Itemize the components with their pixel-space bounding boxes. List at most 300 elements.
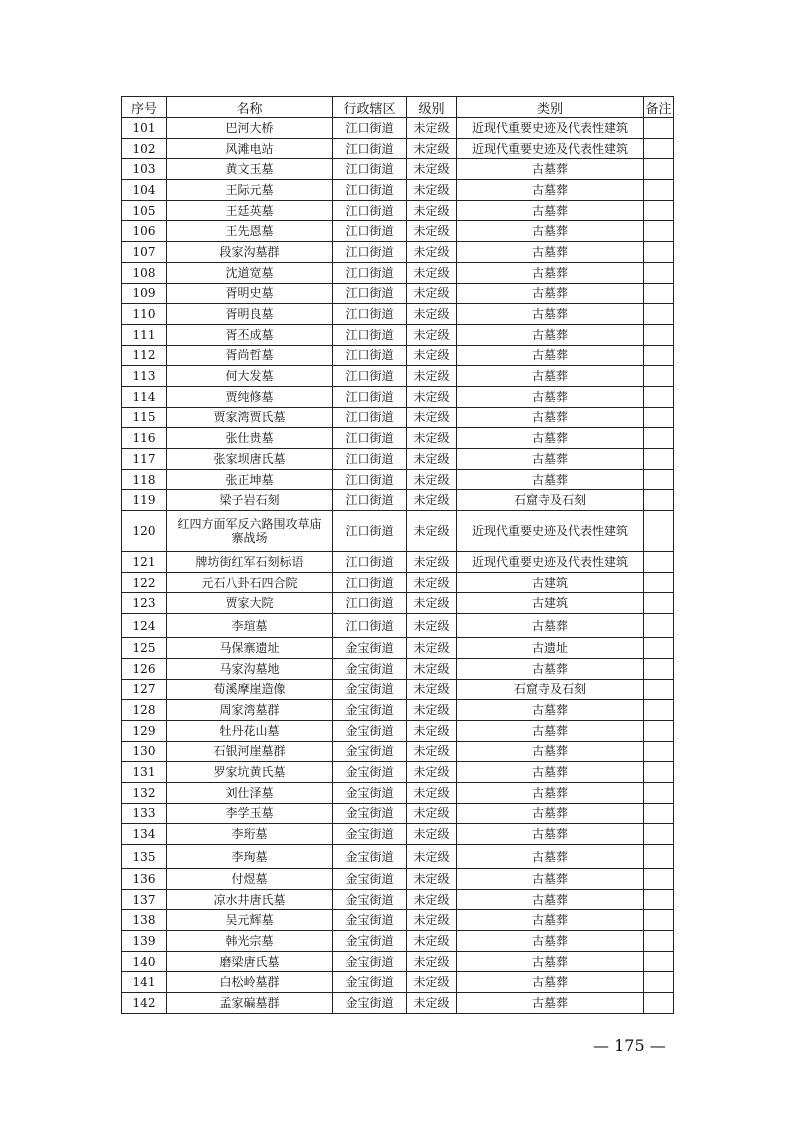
cell-district: 金宝街道 (333, 638, 407, 659)
cell-remarks (644, 638, 674, 659)
page-number: — 175 — (593, 1036, 666, 1055)
table-row (122, 159, 674, 180)
cell-remarks (644, 824, 674, 845)
cell-district: 江口街道 (333, 200, 407, 221)
table-row (122, 200, 674, 221)
cell-index: 133 (122, 803, 167, 824)
cell-remarks (644, 572, 674, 593)
cell-remarks (644, 993, 674, 1014)
cell-remarks (644, 658, 674, 679)
cell-level: 未定级 (407, 824, 457, 845)
cell-district: 江口街道 (333, 242, 407, 263)
header-index: 序号 (122, 97, 167, 118)
cell-level: 未定级 (407, 428, 457, 449)
cell-level: 未定级 (407, 118, 457, 139)
cell-district: 金宝街道 (333, 803, 407, 824)
cell-category: 古墓葬 (457, 428, 644, 449)
cell-index: 132 (122, 782, 167, 803)
table-row (122, 180, 674, 201)
cell-remarks (644, 262, 674, 283)
cell-index: 121 (122, 552, 167, 573)
cell-level: 未定级 (407, 283, 457, 304)
table-row (122, 593, 674, 614)
table-header-row (122, 97, 674, 118)
cell-level: 未定级 (407, 366, 457, 387)
cell-name: 刘仕泽墓 (167, 782, 333, 803)
cell-name: 石银河崖墓群 (167, 741, 333, 762)
cell-name: 付煜墓 (167, 869, 333, 890)
cell-index: 119 (122, 490, 167, 511)
cell-index: 106 (122, 221, 167, 242)
cell-category: 古墓葬 (457, 720, 644, 741)
cell-index: 113 (122, 366, 167, 387)
cell-district: 金宝街道 (333, 741, 407, 762)
cell-category: 古墓葬 (457, 845, 644, 869)
cell-remarks (644, 118, 674, 139)
cell-name: 李珩墓 (167, 824, 333, 845)
cell-level: 未定级 (407, 324, 457, 345)
table-row (122, 845, 674, 869)
cell-district: 金宝街道 (333, 762, 407, 783)
table-row (122, 283, 674, 304)
cell-index: 101 (122, 118, 167, 139)
cell-name: 罗家坑黄氏墓 (167, 762, 333, 783)
cell-district: 金宝街道 (333, 824, 407, 845)
cell-level: 未定级 (407, 700, 457, 721)
cell-level: 未定级 (407, 845, 457, 869)
cell-level: 未定级 (407, 180, 457, 201)
cell-index: 137 (122, 889, 167, 910)
header-category: 类别 (457, 97, 644, 118)
header-remarks: 备注 (644, 97, 674, 118)
table-row (122, 658, 674, 679)
cell-name: 红四方面军反六路围攻草庙寨战场 (167, 511, 333, 552)
cell-category: 古墓葬 (457, 386, 644, 407)
cell-remarks (644, 200, 674, 221)
cell-index: 122 (122, 572, 167, 593)
table-row (122, 951, 674, 972)
cell-remarks (644, 511, 674, 552)
cell-district: 金宝街道 (333, 993, 407, 1014)
cell-category: 近现代重要史迹及代表性建筑 (457, 138, 644, 159)
cell-category: 古墓葬 (457, 658, 644, 679)
cell-category: 古墓葬 (457, 869, 644, 890)
header-level: 级别 (407, 97, 457, 118)
cell-category: 古墓葬 (457, 200, 644, 221)
cell-name: 孟家碥墓群 (167, 993, 333, 1014)
table-row (122, 552, 674, 573)
cell-level: 未定级 (407, 782, 457, 803)
cell-name: 牡丹花山墓 (167, 720, 333, 741)
cell-index: 126 (122, 658, 167, 679)
table-row (122, 993, 674, 1014)
cell-category: 古墓葬 (457, 283, 644, 304)
table-row (122, 931, 674, 952)
cell-index: 117 (122, 449, 167, 470)
cell-category: 古墓葬 (457, 262, 644, 283)
cell-district: 江口街道 (333, 304, 407, 325)
cell-name: 李瑄墓 (167, 614, 333, 638)
table-row (122, 221, 674, 242)
cell-name: 贾家大院 (167, 593, 333, 614)
cell-district: 江口街道 (333, 262, 407, 283)
cell-index: 128 (122, 700, 167, 721)
cell-category: 古墓葬 (457, 951, 644, 972)
cell-remarks (644, 242, 674, 263)
cell-category: 古墓葬 (457, 741, 644, 762)
cell-name: 王廷英墓 (167, 200, 333, 221)
cell-district: 江口街道 (333, 449, 407, 470)
cell-category: 古墓葬 (457, 159, 644, 180)
cell-index: 136 (122, 869, 167, 890)
cell-name: 白松岭墓群 (167, 972, 333, 993)
cell-name: 黄文玉墓 (167, 159, 333, 180)
cell-district: 金宝街道 (333, 869, 407, 890)
cell-district: 江口街道 (333, 386, 407, 407)
cell-index: 114 (122, 386, 167, 407)
cell-level: 未定级 (407, 931, 457, 952)
cell-district: 江口街道 (333, 324, 407, 345)
cell-name: 胥尚哲墓 (167, 345, 333, 366)
cell-remarks (644, 951, 674, 972)
cell-name: 张正坤墓 (167, 469, 333, 490)
cell-category: 石窟寺及石刻 (457, 679, 644, 700)
table-body (122, 118, 674, 1014)
cell-district: 江口街道 (333, 180, 407, 201)
cell-district: 金宝街道 (333, 679, 407, 700)
cell-remarks (644, 803, 674, 824)
cell-remarks (644, 304, 674, 325)
table-row (122, 242, 674, 263)
relics-table (121, 96, 674, 1014)
cell-category: 古墓葬 (457, 180, 644, 201)
cell-index: 107 (122, 242, 167, 263)
cell-level: 未定级 (407, 741, 457, 762)
table-row (122, 824, 674, 845)
cell-remarks (644, 593, 674, 614)
cell-category: 古墓葬 (457, 993, 644, 1014)
cell-district: 金宝街道 (333, 782, 407, 803)
table-row (122, 572, 674, 593)
cell-district: 江口街道 (333, 221, 407, 242)
cell-level: 未定级 (407, 803, 457, 824)
cell-category: 近现代重要史迹及代表性建筑 (457, 118, 644, 139)
cell-remarks (644, 972, 674, 993)
cell-remarks (644, 869, 674, 890)
cell-index: 129 (122, 720, 167, 741)
cell-index: 123 (122, 593, 167, 614)
cell-index: 140 (122, 951, 167, 972)
cell-category: 古墓葬 (457, 700, 644, 721)
cell-remarks (644, 762, 674, 783)
cell-level: 未定级 (407, 951, 457, 972)
cell-district: 江口街道 (333, 614, 407, 638)
table-row (122, 910, 674, 931)
cell-level: 未定级 (407, 593, 457, 614)
cell-category: 近现代重要史迹及代表性建筑 (457, 552, 644, 573)
cell-remarks (644, 407, 674, 428)
cell-name: 段家沟墓群 (167, 242, 333, 263)
cell-level: 未定级 (407, 159, 457, 180)
cell-level: 未定级 (407, 552, 457, 573)
header-district: 行政辖区 (333, 97, 407, 118)
table-row (122, 889, 674, 910)
cell-district: 金宝街道 (333, 910, 407, 931)
cell-index: 109 (122, 283, 167, 304)
cell-name: 胥明史墓 (167, 283, 333, 304)
cell-name: 王际元墓 (167, 180, 333, 201)
cell-name: 吴元辉墓 (167, 910, 333, 931)
cell-index: 111 (122, 324, 167, 345)
cell-level: 未定级 (407, 511, 457, 552)
cell-remarks (644, 910, 674, 931)
cell-name: 韩光宗墓 (167, 931, 333, 952)
cell-index: 142 (122, 993, 167, 1014)
cell-name: 元石八卦石四合院 (167, 572, 333, 593)
cell-remarks (644, 386, 674, 407)
table-row (122, 324, 674, 345)
cell-name: 何大发墓 (167, 366, 333, 387)
cell-level: 未定级 (407, 469, 457, 490)
cell-index: 130 (122, 741, 167, 762)
table-row (122, 386, 674, 407)
cell-district: 江口街道 (333, 469, 407, 490)
table-row (122, 762, 674, 783)
table-row (122, 638, 674, 659)
cell-index: 102 (122, 138, 167, 159)
table-row (122, 138, 674, 159)
cell-index: 112 (122, 345, 167, 366)
cell-level: 未定级 (407, 638, 457, 659)
cell-index: 138 (122, 910, 167, 931)
cell-index: 120 (122, 511, 167, 552)
table-row (122, 118, 674, 139)
cell-remarks (644, 449, 674, 470)
cell-district: 江口街道 (333, 428, 407, 449)
cell-index: 124 (122, 614, 167, 638)
table-row (122, 366, 674, 387)
cell-district: 江口街道 (333, 593, 407, 614)
cell-name: 巴河大桥 (167, 118, 333, 139)
cell-district: 金宝街道 (333, 889, 407, 910)
table-row (122, 490, 674, 511)
cell-category: 古墓葬 (457, 889, 644, 910)
table-row (122, 428, 674, 449)
cell-category: 古墓葬 (457, 803, 644, 824)
cell-index: 125 (122, 638, 167, 659)
cell-index: 127 (122, 679, 167, 700)
table-row (122, 511, 674, 552)
cell-district: 江口街道 (333, 552, 407, 573)
cell-district: 江口街道 (333, 572, 407, 593)
cell-level: 未定级 (407, 200, 457, 221)
cell-remarks (644, 138, 674, 159)
cell-name: 凉水井唐氏墓 (167, 889, 333, 910)
cell-index: 135 (122, 845, 167, 869)
header-name: 名称 (167, 97, 333, 118)
cell-category: 古墓葬 (457, 366, 644, 387)
cell-district: 金宝街道 (333, 951, 407, 972)
cell-level: 未定级 (407, 720, 457, 741)
table-row (122, 782, 674, 803)
cell-remarks (644, 180, 674, 201)
cell-index: 103 (122, 159, 167, 180)
cell-level: 未定级 (407, 614, 457, 638)
cell-name: 贾纯修墓 (167, 386, 333, 407)
cell-remarks (644, 428, 674, 449)
cell-remarks (644, 324, 674, 345)
cell-district: 金宝街道 (333, 931, 407, 952)
cell-level: 未定级 (407, 993, 457, 1014)
cell-remarks (644, 845, 674, 869)
cell-remarks (644, 159, 674, 180)
table-row (122, 345, 674, 366)
cell-index: 108 (122, 262, 167, 283)
cell-remarks (644, 614, 674, 638)
cell-level: 未定级 (407, 221, 457, 242)
cell-district: 金宝街道 (333, 700, 407, 721)
cell-category: 古墓葬 (457, 221, 644, 242)
cell-remarks (644, 552, 674, 573)
cell-remarks (644, 700, 674, 721)
cell-category: 石窟寺及石刻 (457, 490, 644, 511)
cell-category: 古墓葬 (457, 782, 644, 803)
cell-remarks (644, 679, 674, 700)
cell-name: 李珣墓 (167, 845, 333, 869)
cell-level: 未定级 (407, 304, 457, 325)
cell-level: 未定级 (407, 490, 457, 511)
cell-district: 江口街道 (333, 407, 407, 428)
cell-district: 江口街道 (333, 138, 407, 159)
table-row (122, 262, 674, 283)
cell-category: 古墓葬 (457, 242, 644, 263)
table-row (122, 614, 674, 638)
table-row (122, 407, 674, 428)
cell-name: 马保寨遗址 (167, 638, 333, 659)
cell-level: 未定级 (407, 138, 457, 159)
cell-index: 104 (122, 180, 167, 201)
cell-district: 江口街道 (333, 159, 407, 180)
cell-name: 胥明良墓 (167, 304, 333, 325)
cell-level: 未定级 (407, 449, 457, 470)
table-row (122, 679, 674, 700)
cell-index: 134 (122, 824, 167, 845)
cell-name: 马家沟墓地 (167, 658, 333, 679)
cell-name: 贾家湾贾氏墓 (167, 407, 333, 428)
cell-index: 105 (122, 200, 167, 221)
cell-district: 江口街道 (333, 345, 407, 366)
cell-index: 131 (122, 762, 167, 783)
cell-category: 古墓葬 (457, 407, 644, 428)
cell-remarks (644, 366, 674, 387)
cell-name: 磨梁唐氏墓 (167, 951, 333, 972)
cell-index: 115 (122, 407, 167, 428)
cell-district: 金宝街道 (333, 845, 407, 869)
cell-level: 未定级 (407, 972, 457, 993)
cell-district: 江口街道 (333, 511, 407, 552)
cell-category: 古墓葬 (457, 345, 644, 366)
cell-category: 古建筑 (457, 572, 644, 593)
cell-level: 未定级 (407, 889, 457, 910)
cell-level: 未定级 (407, 242, 457, 263)
cell-name: 梁子岩石刻 (167, 490, 333, 511)
cell-index: 118 (122, 469, 167, 490)
cell-remarks (644, 469, 674, 490)
cell-remarks (644, 889, 674, 910)
cell-level: 未定级 (407, 386, 457, 407)
cell-level: 未定级 (407, 345, 457, 366)
cell-level: 未定级 (407, 910, 457, 931)
cell-district: 金宝街道 (333, 658, 407, 679)
cell-remarks (644, 720, 674, 741)
cell-name: 张家坝唐氏墓 (167, 449, 333, 470)
cell-category: 古墓葬 (457, 469, 644, 490)
cell-category: 古墓葬 (457, 762, 644, 783)
table-row (122, 700, 674, 721)
cell-index: 139 (122, 931, 167, 952)
cell-level: 未定级 (407, 658, 457, 679)
cell-category: 古墓葬 (457, 304, 644, 325)
table-row (122, 972, 674, 993)
cell-category: 古墓葬 (457, 910, 644, 931)
cell-remarks (644, 931, 674, 952)
cell-remarks (644, 345, 674, 366)
cell-category: 古墓葬 (457, 931, 644, 952)
cell-district: 金宝街道 (333, 720, 407, 741)
cell-district: 江口街道 (333, 118, 407, 139)
cell-category: 古墓葬 (457, 972, 644, 993)
cell-index: 141 (122, 972, 167, 993)
cell-name: 牌坊街红军石刻标语 (167, 552, 333, 573)
cell-name: 风滩电站 (167, 138, 333, 159)
cell-district: 江口街道 (333, 490, 407, 511)
cell-remarks (644, 283, 674, 304)
cell-category: 古墓葬 (457, 614, 644, 638)
cell-name: 沈道宽墓 (167, 262, 333, 283)
table-row (122, 741, 674, 762)
cell-category: 近现代重要史迹及代表性建筑 (457, 511, 644, 552)
cell-level: 未定级 (407, 679, 457, 700)
cell-district: 江口街道 (333, 283, 407, 304)
cell-name: 王先恩墓 (167, 221, 333, 242)
cell-remarks (644, 741, 674, 762)
table-row (122, 803, 674, 824)
cell-category: 古墓葬 (457, 824, 644, 845)
cell-level: 未定级 (407, 572, 457, 593)
cell-remarks (644, 490, 674, 511)
cell-name: 荀溪摩崖造像 (167, 679, 333, 700)
cell-level: 未定级 (407, 407, 457, 428)
cell-remarks (644, 221, 674, 242)
table-row (122, 449, 674, 470)
cell-index: 116 (122, 428, 167, 449)
cell-remarks (644, 782, 674, 803)
cell-category: 古墓葬 (457, 449, 644, 470)
cell-district: 江口街道 (333, 366, 407, 387)
cell-name: 胥丕成墓 (167, 324, 333, 345)
cell-category: 古墓葬 (457, 324, 644, 345)
cell-name: 周家湾墓群 (167, 700, 333, 721)
table-row (122, 469, 674, 490)
table-row (122, 720, 674, 741)
table-row (122, 869, 674, 890)
cell-index: 110 (122, 304, 167, 325)
cell-level: 未定级 (407, 762, 457, 783)
cell-name: 张仕贵墓 (167, 428, 333, 449)
cell-category: 古建筑 (457, 593, 644, 614)
table-row (122, 304, 674, 325)
cell-district: 金宝街道 (333, 972, 407, 993)
